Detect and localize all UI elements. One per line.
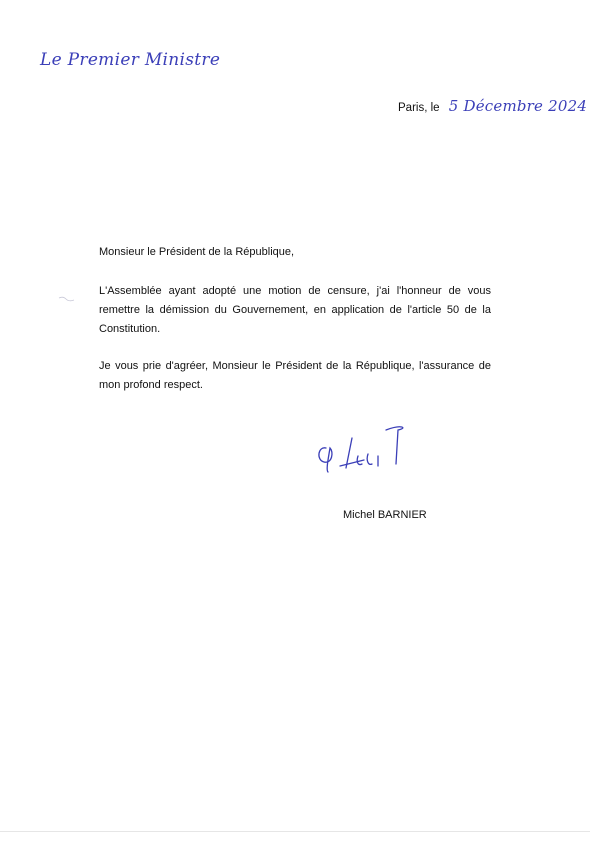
page-bottom-edge: [0, 831, 590, 832]
date-line: [398, 97, 587, 115]
letterhead-title: Le Premier Ministre: [40, 50, 221, 70]
paragraph-closing: Je vous prie d'agréer, Monsieur le Président de la République, l'assurance de mon profond respect.: [99, 360, 491, 391]
signature: [312, 420, 422, 480]
handwritten-date: 5 Décembre 2024: [448, 97, 588, 115]
salutation: Monsieur le Président de la République,: [99, 246, 295, 258]
margin-scribble: [58, 290, 76, 298]
date-prefix: Paris, le: [398, 102, 440, 114]
signer-name: Michel BARNIER: [343, 509, 427, 521]
paragraph-resignation: L'Assemblée ayant adopté une motion de censure, j'ai l'honneur de vous remettre la démission du Gouvernement, en application de l'article 50 de la Constitution.: [99, 285, 491, 335]
